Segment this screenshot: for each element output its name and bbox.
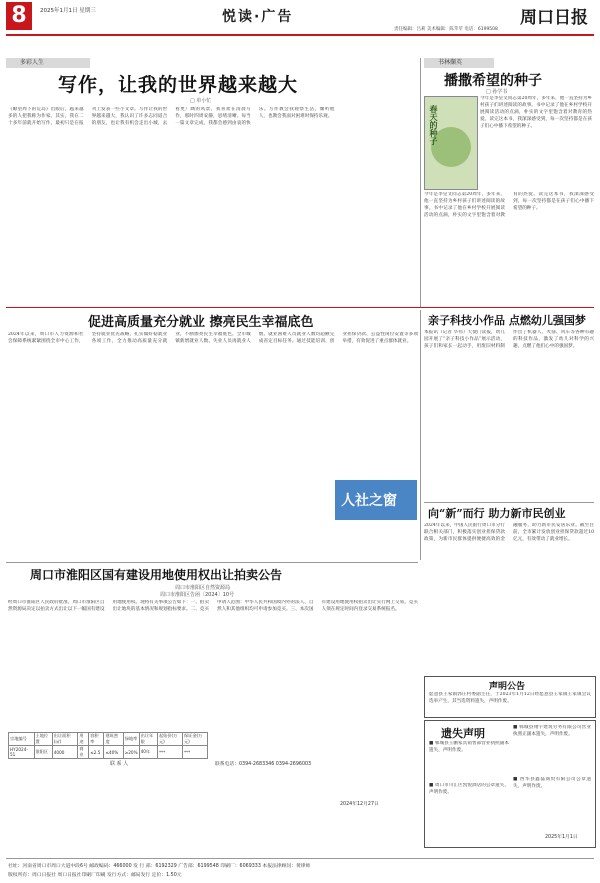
article1-body: 《瞭望周下的荒岛》出版后，越来越多的人把我称为作家。其实，我在二十多年前就开始写作，最初只是在报刊上发表一些小文章。写作让我的世界越来越大，我认识了许多志同道合的朋友，也让我有机会走出小城，去看更广阔的风景。我喜欢在清晨写作，那时四周安静，思绪清晰。每当一篇文章完成，我都会感到由衷的快乐。写作教会我观察生活，倾听他人，也教会我面对困难时保持乐观。	[8, 107, 335, 126]
article5-body: 2024年以来，中国人民银行周口市分行联合相关部门，积极落实创业担保贷款政策，为新市民群体提供便捷高效的金融服务，助力新市民安居乐业。截至目前，全市累计发放创业担保贷款超过10亿元，有效带动了就业增长。	[424, 523, 594, 542]
footer-line-2: 版权所有：周口日报社 周口日报社印刷厂印刷 发行方式：邮局发行 定价：1.50元	[8, 873, 182, 878]
table-cell: 商业	[78, 746, 89, 759]
article5-title: 向“新”而行 助力新市民创业	[428, 507, 566, 520]
table-header-cell: 容积率	[89, 733, 104, 746]
book-cover-title: 春天的种子	[429, 105, 439, 145]
table-header-cell: 建筑密度	[104, 733, 123, 746]
table-header-cell: 保证金(万元)	[182, 733, 207, 746]
article4-body: 本报讯（记者 毕伟）天使门读报，幼儿园开展了“亲子科技小作品”展示活动，孩子们和家长一起动手，用废旧材料制作出了机器人、火箭、风车等各种有趣的科技作品，激发了幼儿对科学的兴趣，点燃了他们心中的强国梦。	[424, 330, 594, 349]
article-divider	[424, 502, 594, 503]
article4-title: 亲子科技小作品 点燃幼儿强国梦	[428, 314, 586, 327]
table-cell: ***	[157, 746, 182, 759]
table-cell: HY2024-51	[9, 746, 35, 759]
table-header-cell: 宗地编号	[9, 733, 35, 746]
lost-item-1: ■ 郸城县王鹏家具销售部营业执照副本遗失，声明作废。	[429, 741, 509, 753]
table-row	[9, 746, 208, 759]
lost-item-2: ■ 周口市川汇区凯悦酒店的公章遗失，声明作废。	[429, 783, 509, 795]
notice-top-rule	[6, 562, 418, 563]
issue-date: 2025年1月1日 星期三	[40, 8, 96, 14]
table-cell: ≤40%	[104, 746, 123, 759]
table-cell: 40年	[139, 746, 157, 759]
lost-item-4: ■ 西华县鑫磊商贸有限公司公章遗失，声明作废。	[513, 777, 591, 789]
column-title: 悦读·广告	[222, 9, 294, 25]
notice-contacts: 联系电话：0394-2683346 0394-2696003	[215, 762, 312, 767]
page-number: 8	[6, 2, 32, 30]
ad-notice-title: 声明公告	[489, 682, 526, 692]
article1-title: 写作，让我的世界越来越大	[58, 74, 299, 96]
lost-notice-title: 遗失声明	[441, 727, 485, 740]
column-stamp: 人社之窗	[335, 480, 417, 520]
section-divider	[6, 307, 594, 308]
table-header-cell: 绿地率	[123, 733, 139, 746]
table-header-cell: 土地位置	[34, 733, 52, 746]
table-header-cell: 起始价(万元)	[157, 733, 182, 746]
table-cell: 4000	[52, 746, 78, 759]
notice-issuer: 周口市淮阳区自然资源局	[175, 585, 231, 591]
notice-contact-label: 联 系 人	[110, 761, 129, 767]
article2-title: 播撒希望的种子	[444, 73, 542, 89]
ad-notice-body: 愿意县王家镇郭庄村委副主任，于2023年1月12日经愿意县王家镇王家镇会议选举产生，其当选资料遗失，声明作废。	[429, 692, 591, 704]
editor-credits: 责任编辑：吕莉 美术编辑：陈苹苹 电话：6199508	[394, 27, 498, 32]
section-tag-life: 多彩人生	[6, 58, 90, 68]
article2-byline: □ 孙学书	[486, 89, 508, 95]
notice-date: 2024年12月27日	[340, 802, 379, 807]
lost-item-3: ■ 郸城县翔宇建筑劳务有限公司营业执照正副本遗失，声明作废。	[513, 725, 591, 737]
page-header	[0, 0, 600, 40]
ad-notice-box	[424, 676, 596, 718]
column-divider	[420, 58, 421, 308]
book-cover-image	[424, 96, 478, 190]
newspaper-logo: 周口日报	[520, 8, 588, 28]
notice-table	[8, 732, 208, 759]
table-header-cell: 用途	[78, 733, 89, 746]
notice-title: 周口市淮阳区国有建设用地使用权出让拍卖公告	[30, 568, 283, 582]
lost-notice-box	[424, 720, 596, 848]
table-cell: ≥20%	[123, 746, 139, 759]
table-header-cell: 出让面积(㎡)	[52, 733, 78, 746]
header-rule	[6, 34, 594, 36]
table-header-row	[9, 733, 208, 746]
notice-body: 经周口市淮阳区人民政府批准，周口市淮阳区自然资源局决定以拍卖方式出让以下一幅国有建设用地使用权。现将有关事项公告如下：一、拍卖出让地块的基本情况和规划指标要求。二、竞买申请人范围：中华人民共和国境内外的法人、自然人和其他组织均可申请参加竞买。三、本次国有建设用地使用权拍卖出让实行网上交易，竞买人须在规定时间内登录交易系统报名。	[8, 600, 418, 612]
article3-body: 2024年以来，周口市人力资源和社会保障系统紧紧围绕全市中心工作，坚持就业优先战略，扎实做好稳就业各项工作，全力推动高质量充分就业，不断擦亮民生幸福底色。全市城镇新增就业人数、失业人员再就业人数、就业困难人员就业人数均超额完成省定目标任务。通过技能培训、创业担保贷款、公益性岗位安置等多项举措，有效促进了重点群体就业。	[8, 332, 418, 344]
table-cell: ≤2.5	[89, 746, 104, 759]
table-cell: 淮阳区	[34, 746, 52, 759]
table-header-cell: 出让年限	[139, 733, 157, 746]
article1-byline: □ 单小忙	[190, 98, 212, 104]
footer-line-1: 社址：河南省周口市周口大道中段6号 邮政编码：466000 发 行 部：6192329 广告部：6199548 印刷厂：6069333 本报法律顾问：黄律师	[8, 864, 311, 869]
footer-rule	[6, 858, 594, 859]
article3-title: 促进高质量充分就业 擦亮民生幸福底色	[88, 315, 314, 330]
column-divider-2	[420, 310, 421, 560]
article2-body: 今年是李皇文同志第20周年，多年来，他一直坚持为乡村孩子们讲述阅读的故事。书中记录了他在乡村学校开展阅读活动的点滴，朴实的文字里饱含着对教育的热爱。读完这本书，我深深感受到，每一次坚持都是在孩子们心中播下希望的种子。	[424, 192, 594, 218]
table-cell: ***	[182, 746, 207, 759]
section-tag-books: 书林撷英	[424, 58, 494, 68]
article2-body-top: 今年是李皇文同志第20周年，多年来，他一直坚持为乡村孩子们讲述阅读的故事。书中记录了他在乡村学校开展阅读活动的点滴，朴实的文字里饱含着对教育的热爱。读完这本书，我深深感受到，每一次坚持都是在孩子们心中播下希望的种子。	[480, 96, 592, 129]
lost-notice-date: 2025年1月1日	[545, 835, 578, 840]
notice-number: 周口市淮阳区告函〔2024〕10号	[160, 592, 235, 598]
